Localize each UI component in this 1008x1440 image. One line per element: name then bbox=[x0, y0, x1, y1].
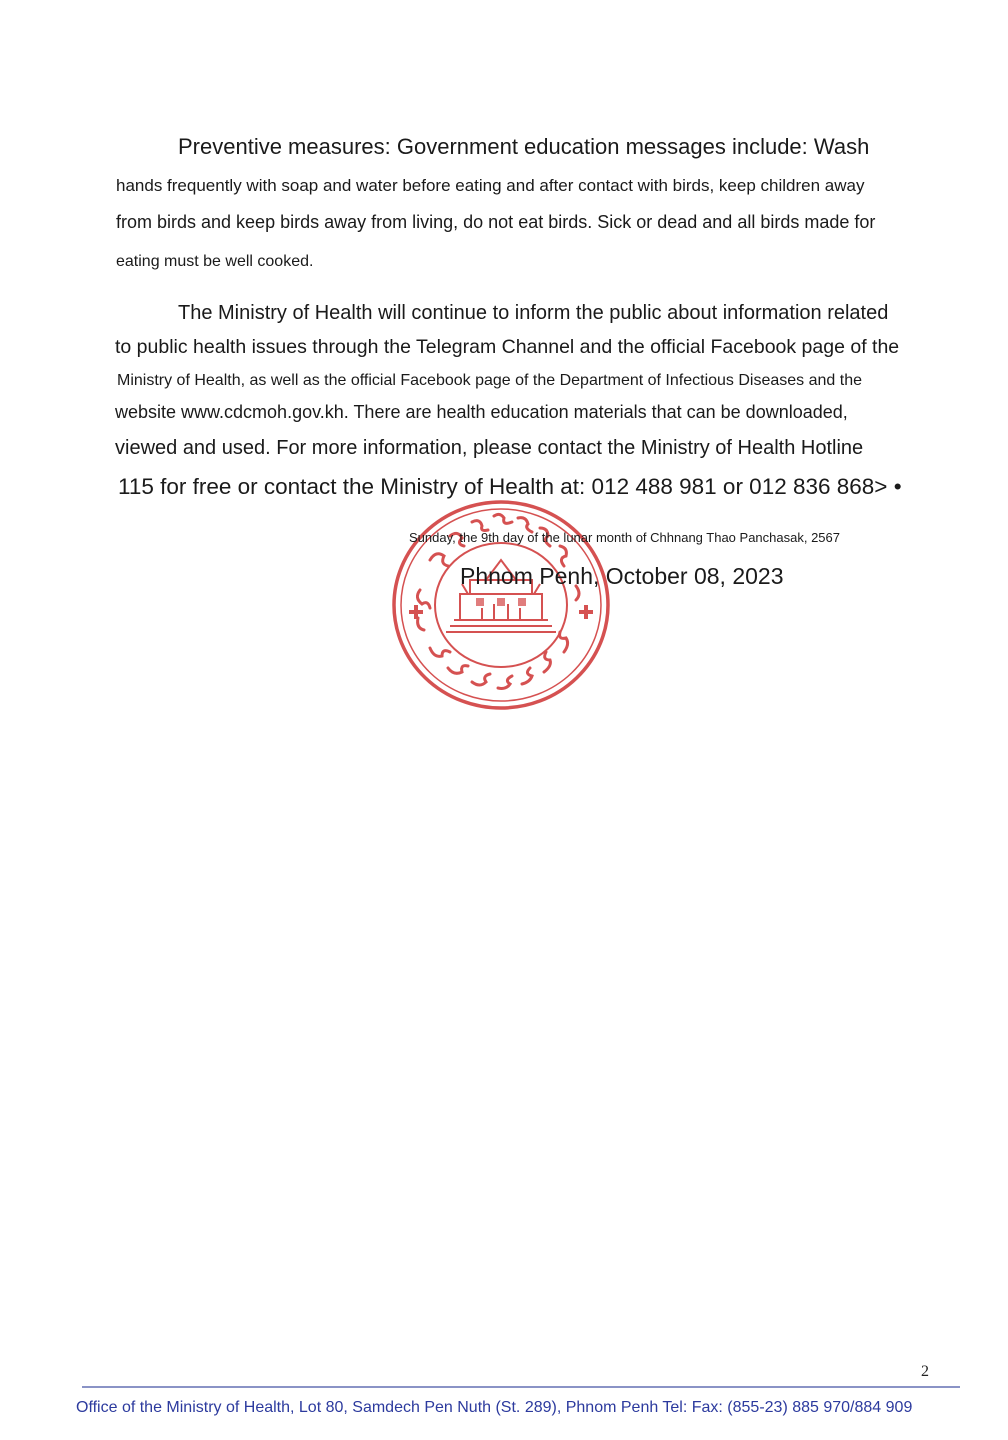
paragraph-line: eating must be well cooked. bbox=[116, 253, 314, 270]
paragraph-line: Ministry of Health, as well as the official Facebook page of the Department of Infectious Diseases and the bbox=[117, 372, 862, 389]
paragraph-line: 115 for free or contact the Ministry of Health at: 012 488 981 or 012 836 868> • bbox=[118, 474, 902, 499]
footer-address: Office of the Ministry of Health, Lot 80, Samdech Pen Nuth (St. 289), Phnom Penh Tel: Fax: (855-23) 885 970/884 909 bbox=[76, 1399, 913, 1416]
page-number: 2 bbox=[921, 1363, 929, 1380]
paragraph-line: to public health issues through the Telegram Channel and the official Facebook page of the bbox=[115, 336, 900, 358]
footer-divider bbox=[82, 1386, 960, 1388]
paragraph-line: website www.cdcmoh.gov.kh. There are health education materials that can be downloaded, bbox=[115, 402, 848, 422]
paragraph-line: The Ministry of Health will continue to inform the public about information related bbox=[178, 302, 889, 324]
lunar-date: Sunday, the 9th day of the lunar month of Chhnang Thao Panchasak, 2567 bbox=[409, 530, 840, 545]
paragraph-line: from birds and keep birds away from living, do not eat birds. Sick or dead and all birds made for bbox=[116, 212, 876, 232]
place-date: Phnom Penh, October 08, 2023 bbox=[460, 563, 784, 589]
paragraph-line: Preventive measures: Government education messages include: Wash bbox=[178, 134, 870, 159]
paragraph-line: hands frequently with soap and water before eating and after contact with birds, keep children away bbox=[116, 176, 865, 195]
paragraph-line: viewed and used. For more information, please contact the Ministry of Health Hotline bbox=[115, 437, 864, 459]
